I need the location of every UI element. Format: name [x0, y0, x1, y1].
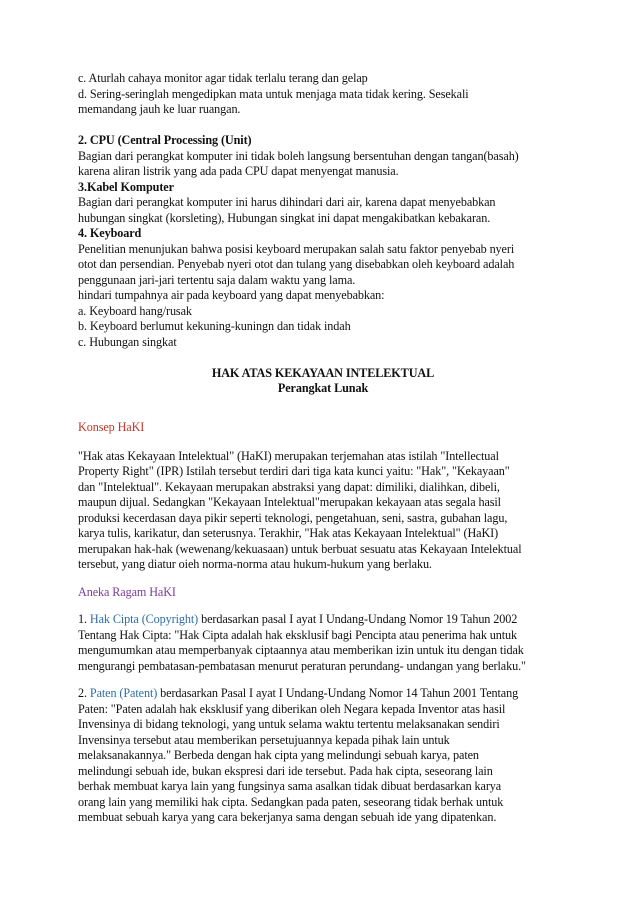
text-line: a. Keyboard hang/rusak	[78, 303, 192, 318]
text-line: Invensinya tersebut atau memberikan persetujuannya kepada pihak lain untuk	[78, 732, 450, 747]
text-span: berdasarkan Pasal I ayat I Undang-Undang Nomor 14 Tahun 2001 Tentang	[157, 686, 519, 700]
text-line: melaksanakannya." Berbeda dengan hak cipta yang melindungi sebuah karya, paten	[78, 748, 479, 762]
text-line: membuat sebuah karya yang cara bekerjanya sama dengan sebuah ide yang dipatenkan.	[78, 810, 497, 824]
text-line: orang lain yang memiliki hak cipta. Sedangkan pada paten, seseorang tidak berhak untuk	[78, 794, 504, 809]
cpu-heading: 2. CPU (Central Processing (Unit)	[78, 133, 252, 147]
list-number: 2.	[78, 686, 90, 700]
text-line: hindari tumpahnya air pada keyboard yang dapat menyebabkan:	[78, 288, 385, 302]
text-line: b. Keyboard berlumut kekuning-kuningn dan tidak indah	[78, 319, 351, 333]
keyboard-heading: 4. Keyboard	[78, 226, 142, 240]
text-line: c. Aturlah cahaya monitor agar tidak terlalu terang dan gelap	[78, 71, 368, 85]
text-span: berdasarkan pasal I ayat I Undang-Undang Nomor 19 Tahun 2002	[198, 612, 518, 626]
text-line: dan "Intelektual". Kekayaan merupakan abstraksi yang dapat: dimiliki, dialihkan, dibeli,	[78, 479, 500, 494]
text-line: Property Right" (IPR) Istilah tersebut terdiri dari tiga kata kunci yaitu: "Hak", "Kekayaan"	[78, 464, 510, 478]
text-line: Invensinya di bidang teknologi, yang untuk selama waktu tertentu melaksanakan sendiri	[78, 717, 500, 731]
section-subtitle: Perangkat Lunak	[277, 381, 369, 395]
aneka-heading: Aneka Ragam HaKI	[78, 584, 176, 599]
text-line: Bagian dari perangkat komputer ini harus dihindari dari air, karena dapat menyebabkan	[78, 195, 496, 209]
kabel-heading: 3.Kabel Komputer	[78, 179, 174, 194]
document-page	[78, 71, 568, 826]
konsep-heading: Konsep HaKI	[78, 420, 145, 434]
text-line: merupakan hak-hak (wewenang/kekuasaan) untuk berbuat sesuatu atas Kekayaan Intelektual	[78, 541, 522, 556]
text-line: c. Hubungan singkat	[78, 334, 177, 349]
hak-cipta-first-line	[78, 612, 568, 628]
text-line: produksi kecerdasan daya pikir seperti teknologi, pengetahuan, seni, sastra, gubahan lagu,	[78, 510, 508, 525]
text-line: karya tulis, karikatur, dan seterusnya. Terakhir, "Hak atas Kekayaan Intelektual" (HaKI)	[78, 526, 499, 540]
text-line: memandang jauh ke luar ruangan.	[78, 102, 241, 116]
text-line: mengurangi pembatasan-pembatasan menurut peraturan perundang- undangan yang berlaku."	[78, 658, 526, 673]
text-line: tersebut, yang diatur oieh norma-norma atau hukum-hukum yang berlaku.	[78, 557, 432, 571]
text-line: karena aliran listrik yang ada pada CPU dapat menyengat manusia.	[78, 164, 399, 178]
text-line: Bagian dari perangkat komputer ini tidak boleh langsung bersentuhan dengan tangan(basah)	[78, 148, 519, 163]
text-line: hubungan singkat (korsleting), Hubungan singkat ini dapat mengakibatkan kebakaran.	[78, 210, 491, 225]
text-line: mengumumkan atau memperbanyak ciptaannya atau memberikan izin untuk itu dengan tidak	[78, 643, 524, 657]
text-line: melindungi sebuah ide, bukan ekspresi dari ide tersebut. Pada hak cipta, seseorang lain	[78, 763, 493, 778]
text-line: Tentang Hak Cipta: "Hak Cipta adalah hak eksklusif bagi Pencipta atau penerima hak untuk	[78, 627, 518, 642]
text-line: otot dan persendian. Penyebab nyeri otot dan tulang yang disebabkan oleh keyboard adalah	[78, 257, 515, 271]
hak-cipta-term: Hak Cipta (Copyright)	[89, 612, 199, 626]
text-line: Paten: "Paten adalah hak eksklusif yang diberikan oleh Negara kepada Inventor atas hasil	[78, 701, 506, 716]
text-line: berhak membuat karya lain yang fungsinya sama asalkan tidak dibuat berdasarkan karya	[78, 779, 502, 793]
text-line: maupun dijual. Sedangkan "Kekayaan Intelektual"merupakan kekayaan atas segala hasil	[78, 495, 501, 509]
text-line: d. Sering-seringlah mengedipkan mata untuk menjaga mata tidak kering. Sesekali	[78, 86, 469, 101]
paten-first-line	[78, 686, 568, 702]
section-title: HAK ATAS KEKAYAAN INTELEKTUAL	[211, 365, 435, 380]
list-number: 1.	[78, 612, 90, 626]
text-line: penggunaan jari-jari tertentu saja dalam waktu yang lama.	[78, 272, 356, 287]
text-line: "Hak atas Kekayaan Intelektual" (HaKI) merupakan terjemahan atas istilah "Intellectual	[78, 448, 499, 463]
text-line: Penelitian menunjukan bahwa posisi keyboard merupakan salah satu faktor penyebab nyeri	[78, 241, 515, 256]
paten-term: Paten (Patent)	[89, 686, 158, 700]
